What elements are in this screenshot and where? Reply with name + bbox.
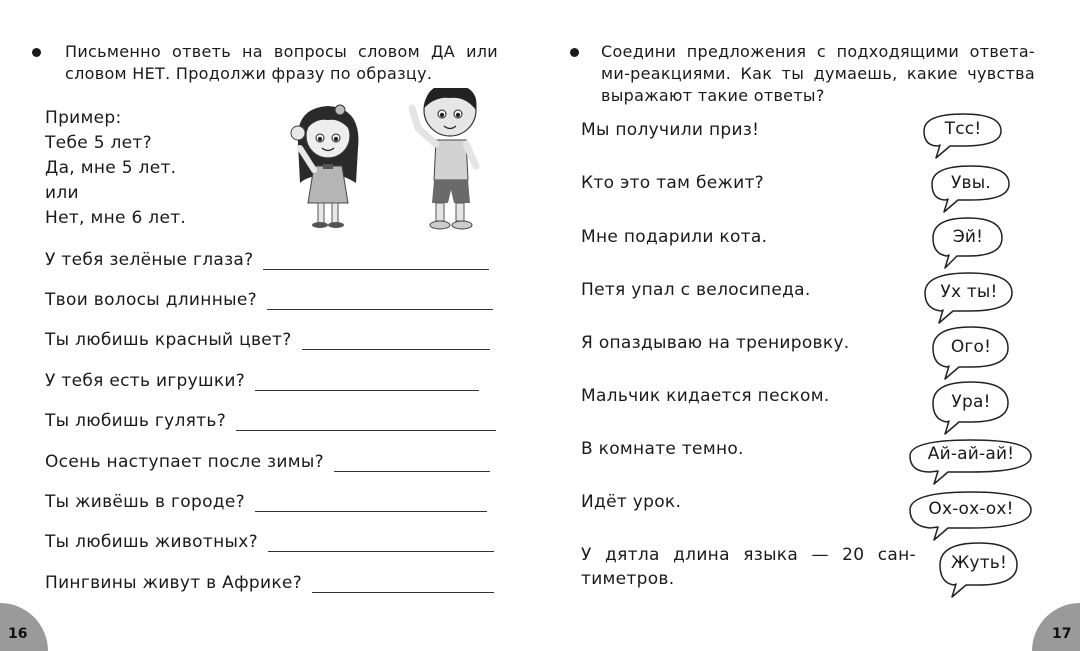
reaction-bubble[interactable] xyxy=(924,112,1002,160)
reaction-text: Ай-ай-ай! xyxy=(927,444,1015,464)
boy-icon xyxy=(412,88,477,229)
question-row xyxy=(45,286,493,310)
reaction-text: Увы. xyxy=(950,173,991,193)
page-number-badge xyxy=(1032,603,1080,651)
question-text: Твои волосы длинные? xyxy=(45,290,257,310)
page-number: 17 xyxy=(1052,626,1072,642)
sentence: Мы получили приз! xyxy=(581,120,760,140)
sentence: Я опаздываю на тренировку. xyxy=(581,333,850,353)
question-text: У тебя зелёные глаза? xyxy=(45,250,254,270)
answer-line[interactable] xyxy=(334,453,490,472)
question-text: Ты любишь красный цвет? xyxy=(45,330,292,350)
reaction-text: Ого! xyxy=(950,337,992,357)
girl-icon xyxy=(291,105,358,228)
reaction-text: Ура! xyxy=(951,392,991,412)
reaction-bubble[interactable] xyxy=(940,541,1018,599)
question-text: Ты живёшь в городе? xyxy=(45,492,245,512)
question-row xyxy=(45,448,490,472)
sentence: Петя упал с велосипеда. xyxy=(581,280,811,300)
reaction-text: Ух ты! xyxy=(940,282,998,302)
answer-line[interactable] xyxy=(255,493,487,512)
reaction-bubble[interactable] xyxy=(933,380,1009,436)
page-number: 16 xyxy=(8,626,28,642)
bullet-icon xyxy=(32,48,41,57)
reaction-text: Тсс! xyxy=(944,119,982,139)
sentence: Мальчик кидается песком. xyxy=(581,386,830,406)
question-row xyxy=(45,367,479,391)
reaction-text: Жуть! xyxy=(950,553,1008,573)
sentence: В комнате темно. xyxy=(581,439,744,459)
question-text: Осень наступает после зимы? xyxy=(45,452,324,472)
question-row xyxy=(45,407,496,431)
sentence: Кто это там бежит? xyxy=(581,173,764,193)
example-block xyxy=(45,106,186,231)
sentence: У дятла длина языка — 20 сан-тиметров. xyxy=(581,545,916,589)
question-text: Ты любишь гулять? xyxy=(45,411,227,431)
question-text: У тебя есть игрушки? xyxy=(45,371,246,391)
example-line: Да, мне 5 лет. xyxy=(45,158,177,178)
question-row xyxy=(45,569,494,593)
reaction-bubble[interactable] xyxy=(925,271,1013,325)
reaction-bubble[interactable] xyxy=(933,325,1009,381)
example-line: или xyxy=(45,183,79,203)
question-row xyxy=(45,326,490,350)
task-instruction: Письменно ответь на вопросы словом ДА или словом НЕТ. Продолжи фразу по образцу. xyxy=(65,42,498,83)
question-row xyxy=(45,528,494,552)
example-line: Пример: xyxy=(45,108,122,128)
answer-line[interactable] xyxy=(267,291,493,310)
reaction-bubble[interactable] xyxy=(910,490,1032,542)
bullet-icon xyxy=(570,48,579,57)
question-text: Ты любишь животных? xyxy=(45,532,258,552)
reaction-bubble[interactable] xyxy=(932,164,1010,214)
sentence: Идёт урок. xyxy=(581,492,682,512)
reaction-bubble[interactable] xyxy=(933,216,1003,270)
question-row xyxy=(45,246,489,270)
reaction-text: Эй! xyxy=(952,227,984,247)
answer-line[interactable] xyxy=(236,412,496,431)
answer-line[interactable] xyxy=(255,372,479,391)
example-line: Нет, мне 6 лет. xyxy=(45,208,187,228)
answer-line[interactable] xyxy=(263,251,489,270)
page-number-badge xyxy=(0,603,48,651)
right-page xyxy=(540,0,1080,651)
answer-line[interactable] xyxy=(312,574,494,593)
task-instruction: Соедини предложения с подходящими ответа-ми-реакциями. Как ты думаешь, какие чувства выражают такие ответы? xyxy=(601,42,1035,105)
reaction-text: Ох-ох-ох! xyxy=(928,499,1014,519)
answer-line[interactable] xyxy=(302,331,490,350)
sentence: Мне подарили кота. xyxy=(581,227,768,247)
question-text: Пингвины живут в Африке? xyxy=(45,573,303,593)
example-line: Тебе 5 лет? xyxy=(45,133,152,153)
reaction-bubble[interactable] xyxy=(910,438,1032,486)
answer-line[interactable] xyxy=(268,533,494,552)
question-row xyxy=(45,488,487,512)
children-illustration xyxy=(290,88,490,238)
